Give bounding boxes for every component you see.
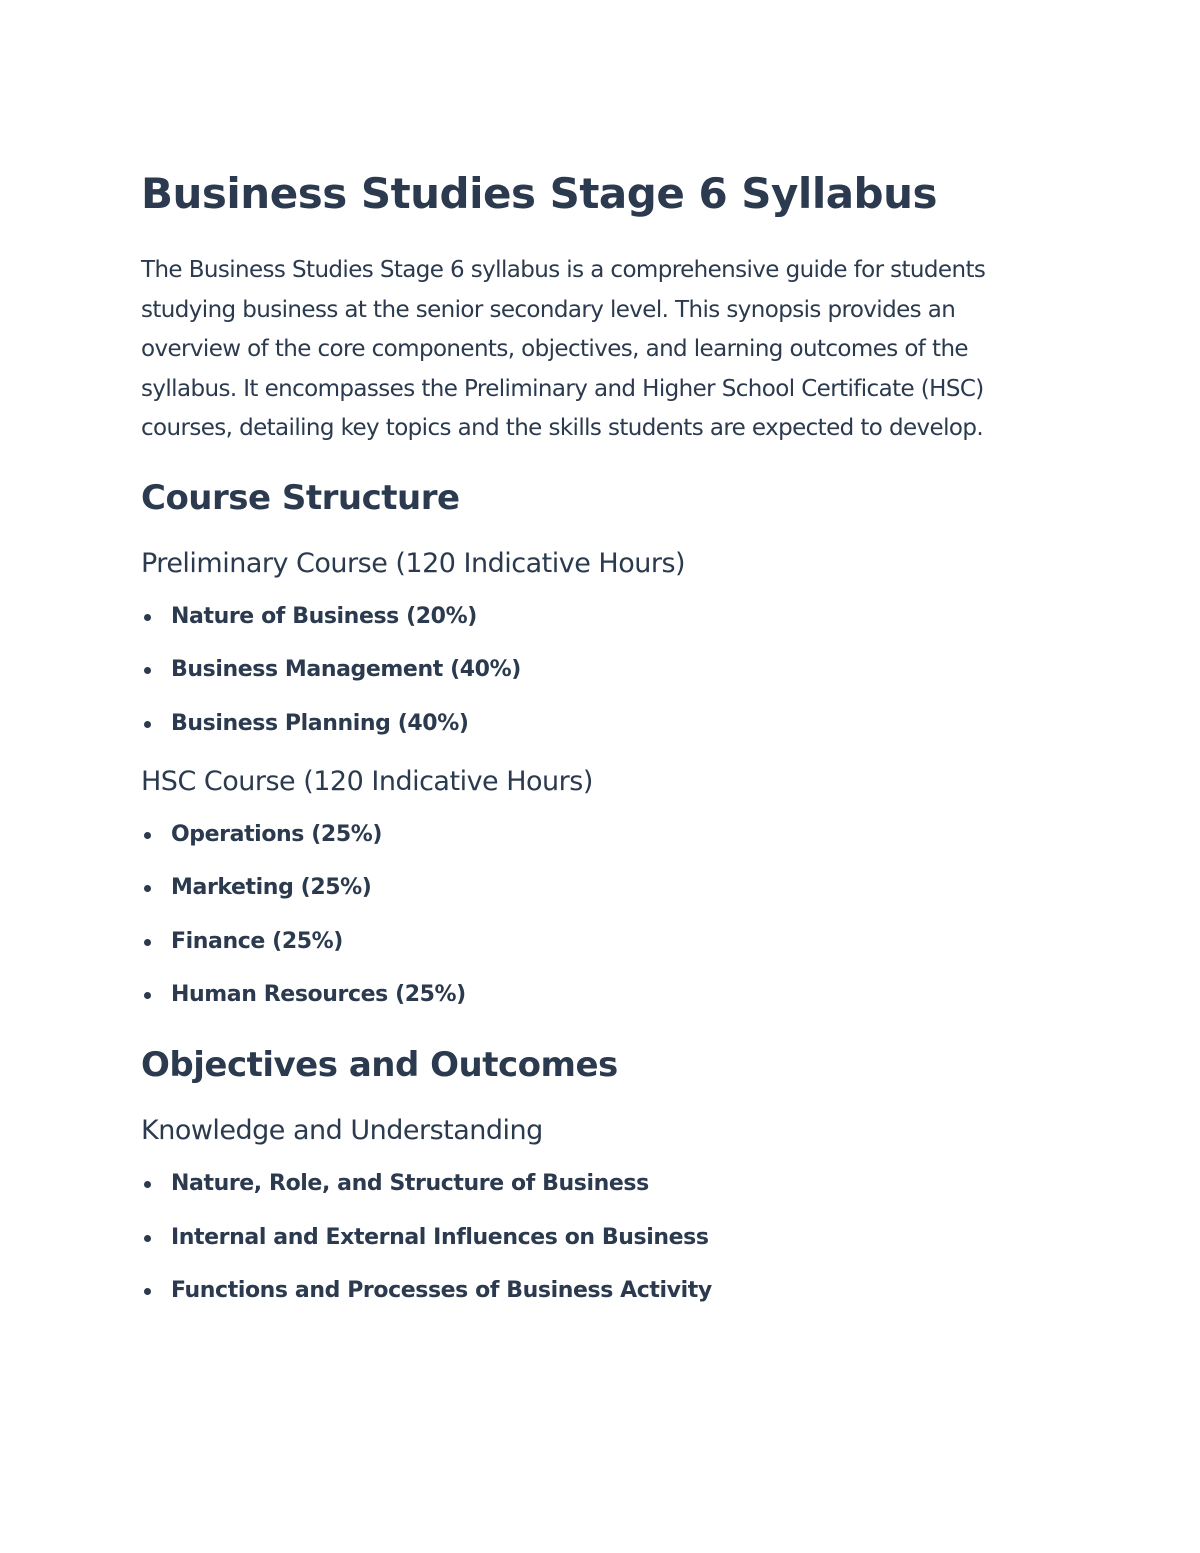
list-item-text: Business Management (40%): [171, 657, 521, 683]
bullet-icon: [144, 614, 151, 621]
section-heading-objectives: Objectives and Outcomes: [141, 1045, 618, 1086]
bullet-icon: [144, 721, 151, 728]
preliminary-topic-list: [141, 600, 1041, 741]
list-item: [141, 707, 1041, 741]
hsc-topic-list: [141, 818, 1041, 1013]
bullet-icon: [144, 885, 151, 892]
subheading-preliminary-course: Preliminary Course (120 Indicative Hours): [141, 547, 686, 579]
list-item-text: Finance (25%): [171, 928, 343, 954]
list-item-text: Nature, Role, and Structure of Business: [171, 1171, 649, 1197]
list-item-text: Marketing (25%): [171, 875, 372, 901]
bullet-icon: [144, 1288, 151, 1295]
list-item: [141, 1274, 1041, 1308]
list-item-text: Business Planning (40%): [171, 710, 469, 736]
list-item-text: Internal and External Influences on Business: [171, 1224, 709, 1250]
subheading-knowledge: Knowledge and Understanding: [141, 1115, 543, 1147]
list-item: [141, 818, 1041, 852]
list-item: [141, 1167, 1041, 1201]
list-item-text: Human Resources (25%): [171, 982, 466, 1008]
list-item: [141, 653, 1041, 687]
bullet-icon: [144, 1181, 151, 1188]
section-heading-course-structure: Course Structure: [141, 477, 460, 518]
document-page: [141, 165, 1041, 1308]
list-item-text: Operations (25%): [171, 821, 383, 847]
list-item-text: Functions and Processes of Business Activity: [171, 1278, 712, 1304]
list-item: [141, 871, 1041, 905]
list-item: [141, 925, 1041, 959]
page-title: Business Studies Stage 6 Syllabus: [141, 169, 938, 218]
list-item: [141, 1221, 1041, 1255]
bullet-icon: [144, 939, 151, 946]
bullet-icon: [144, 1235, 151, 1242]
bullet-icon: [144, 667, 151, 674]
intro-paragraph: The Business Studies Stage 6 syllabus is a comprehensive guide for students studying business at the senior secondary level. This synopsis provides an overview of the core components, objectives, and learning outcomes of the syllabus. It encompasses the Preliminary and Higher School Certificate (HSC) courses, detailing key topics and the skills students are expected to develop.: [141, 257, 986, 442]
list-item-text: Nature of Business (20%): [171, 603, 477, 629]
list-item: [141, 978, 1041, 1012]
bullet-icon: [144, 832, 151, 839]
bullet-icon: [144, 992, 151, 999]
list-item: [141, 600, 1041, 634]
knowledge-list: [141, 1167, 1041, 1308]
subheading-hsc-course: HSC Course (120 Indicative Hours): [141, 765, 593, 797]
